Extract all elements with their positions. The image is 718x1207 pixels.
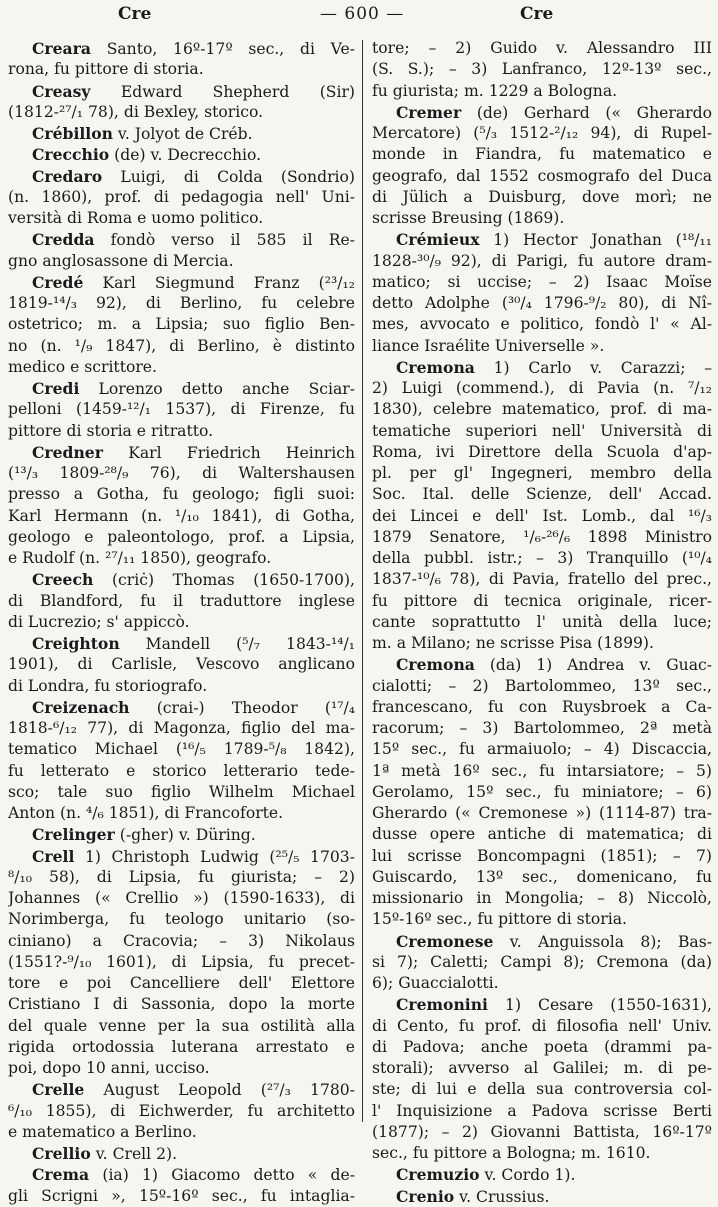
entry-headword: Creara [32,39,91,58]
entry-text: tore; – 2) Guido v. Alessandro III [372,39,712,57]
entry-text: 1828-³⁰/₉ 92), di Parigi, fu autore dram- [372,251,712,270]
entry-line [8,548,355,569]
entry-headword: Credi [32,379,80,398]
entry-line [8,251,355,272]
entry-headword: Creasy [32,81,91,101]
entry-text: 15º-16º sec., fu pittore di storia. [372,910,627,929]
entry-line [372,1143,712,1164]
entry-line [372,1016,712,1037]
entry-line [372,633,712,654]
entry-line [8,421,355,442]
entry-text: lui scrisse Boncompagni (1851); – 7) [372,846,712,865]
entry-line [8,399,355,420]
entry-text: ⁸/₁₀ 58), di Lipsia, fu giurista; – 2) [8,867,355,886]
entry-first-line [8,569,355,590]
entry-line [8,293,355,314]
entry-text: monde in Fiandra, fu matematico e [372,145,712,164]
entry-text: (1812-²⁷/₁ 78), di Bexley, storico. [8,102,264,121]
entry-text: 1) Hector Jonathan (¹⁸/₁₁ [479,231,712,250]
header-right-word: Cre [520,4,554,24]
entry-text: (ia) 1) Giacomo detto « de- [89,1166,355,1185]
entry-line [8,102,355,123]
entry-line [372,38,712,59]
entry-line [8,909,355,930]
entry-headword: Cremona [396,655,475,675]
entry-first-line [8,846,355,867]
entry-text: Guiscardo, 13º sec., domenicano, fu [372,867,712,886]
entry-line [8,676,355,697]
entry-text: 1830), celebre matematico, prof. di ma- [372,400,712,419]
entry-line [372,782,712,803]
entry-line [8,1058,355,1079]
entry-first-line [372,229,712,250]
entry-line [372,527,712,548]
entry-text: versità di Roma e uomo politico. [8,209,264,227]
entry-headword: Crecchio [32,145,110,165]
entry-line [8,484,355,505]
entry-headword: Credaro [32,166,103,186]
entry-text: m. a Milano; ne scrisse Pisa (1899). [372,634,654,652]
entry-line [8,1016,355,1037]
entry-text: 2) Luigi (commend.), di Pavia (n. ⁷/₁₂ [372,379,712,397]
entry-text: (1551?-⁹/₁₀ 1601), di Lipsia, fu precet- [8,952,355,971]
entry-text: 6); Guaccialotti. [372,974,499,992]
entry-text: 1901), di Carlisle, Vescovo anglicano [8,655,355,674]
entry-text: del quale venne per la sua ostilità alla [8,1016,355,1035]
entry-headword: Crenio [396,1186,455,1206]
entry-text: Mandell (⁵/₇ 1843-¹⁴/₁ [119,635,355,653]
entry-text: storali); avverso al Galilei; m. di pe- [372,1059,712,1077]
column-divider [362,40,363,1122]
entry-text: si 7); Caletti; Campi 8); Cremona (da) [372,952,712,971]
entry-first-line [372,994,712,1015]
left-column [8,38,355,1207]
entry-text: Cristiano I di Sassonia, dopo la morte [8,995,355,1014]
entry-line [372,888,712,909]
entry-text: rigida ortodossia luterana arrestato e [8,1037,355,1056]
entry-text: della pubbl. istr.; – 3) Tranquillo (¹⁰/₄ [372,549,712,567]
entry-first-line [8,442,355,463]
entry-text: Anton (n. ⁴/₆ 1851), di Francoforte. [8,804,284,822]
entry-text: medico e scrittore. [8,357,157,376]
entry-text: Norimberga, fu teologo unitario (so- [8,910,355,929]
entry-text: (de) v. Decrecchio. [109,146,262,165]
entry-text: v. Jolyot de Créb. [112,125,253,143]
entry-line [372,909,712,930]
entry-first-line [8,1143,355,1164]
entry-line [8,888,355,909]
entry-line [8,782,355,803]
entry-text: Santo, 16º-17º sec., di Ve- [90,40,355,58]
entry-line [8,654,355,675]
entry-line [372,59,712,80]
entry-text: detto Adolphe (³⁰/₄ 1796-⁹/₂ 80), di Nî- [372,294,712,312]
entry-first-line [372,931,712,952]
entry-line [372,1037,712,1058]
entry-line [372,1058,712,1079]
entry-headword: Credda [32,230,95,250]
entry-text: 1837-¹⁰/₆ 78), di Pavia, fratello del prec., [372,570,712,589]
entry-headword: Crelinger [32,825,115,845]
entry-line [8,1101,355,1122]
entry-line [8,208,355,229]
entry-line [372,81,712,102]
entry-line [372,718,712,739]
entry-headword: Crema [32,1165,90,1185]
entry-text: (de) Gerhard (« Gherardo [461,103,712,122]
entry-line [8,591,355,612]
entry-line [372,1122,712,1143]
entry-line [372,336,712,357]
entry-line [372,399,712,420]
entry-text: 1) Cesare (1550-1631), [487,996,712,1015]
entry-line [8,612,355,633]
entry-text: fu giurista; m. 1229 a Bologna. [372,81,618,100]
entry-line [372,548,712,569]
entry-line [8,527,355,548]
entry-text: sec., fu pittore a Bologna; m. 1610. [372,1144,651,1162]
entry-text: (crai-) Theodor (¹⁷/₄ [129,698,355,717]
entry-text: Karl Friedrich Heinrich [102,443,355,462]
page-header [0,0,718,30]
entry-text: matico; si uccise; – 2) Isaac Moïse [372,272,712,291]
entry-headword: Crellio [32,1144,91,1163]
entry-text: fondò verso il 585 il Re- [94,231,355,250]
entry-line [8,506,355,527]
entry-text: v. Crell 2). [90,1145,178,1163]
entry-text: fu letterato e storico letterario tede- [8,761,355,780]
entry-first-line [8,824,355,845]
entry-line [372,676,712,697]
entry-text: ciniano) a Cracovia; – 3) Nikolaus [8,931,355,950]
entry-first-line [372,1186,712,1207]
entry-text: l' Inquisizione a Padova scrisse Berti [372,1101,712,1120]
entry-first-line [8,633,355,654]
entry-first-line [8,38,355,59]
entry-line [372,251,712,272]
entry-text: 1879 Senatore, ¹/₆-²⁶/₆ 1898 Ministro [372,527,712,546]
entry-first-line [8,81,355,102]
entry-text: gno anglosassone di Mercia. [8,251,234,270]
entry-text: di Blandford, fu il traduttore inglese [8,591,355,610]
entry-text: di Lucrezio; s' appiccò. [8,612,190,631]
entry-line [8,718,355,739]
entry-line [8,336,355,357]
entry-line [372,187,712,208]
entry-text: cialotti; – 2) Bartolommeo, 13º sec., [372,676,712,695]
entry-line [372,569,712,590]
entry-first-line [372,357,712,378]
entry-line [8,867,355,888]
entry-line [372,612,712,633]
entry-text: scrisse Breusing (1869). [372,209,565,227]
entry-text: v. Crussius. [454,1187,550,1206]
entry-text: tore e poi Cancelliere dell' Elettore [8,974,355,992]
entry-text: Gherardo (« Cremonese ») (1114-87) tra- [372,804,712,822]
entry-text: gli Scrigni », 15º-16º sec., fu intaglia- [8,1186,355,1205]
entry-text: francescano, fu con Ruysbroek a Ca- [372,697,712,716]
entry-headword: Creech [32,570,94,590]
entry-line [372,272,712,293]
entry-text: dusse opere antiche di matematica; di [372,825,712,844]
entry-text: ste; di lui e della sua controversia col- [372,1080,712,1099]
entry-headword: Creizenach [32,697,130,717]
entry-line [8,739,355,760]
entry-line [372,739,712,760]
entry-headword: Cremuzio [396,1165,480,1185]
entry-text: Lorenzo detto anche Sciar- [79,380,355,398]
entry-text: ⁶/₁₀ 1855), di Eichwerder, fu architetto [8,1101,355,1120]
entry-text: di Padova; anche poeta (drammi pa- [372,1037,712,1056]
entry-headword: Cremonese [396,931,494,951]
entry-line [372,463,712,484]
entry-line [372,378,712,399]
entry-text: 1) Christoph Ludwig (²⁵/₅ 1703- [74,847,355,866]
entry-line [372,123,712,144]
entry-line [372,973,712,994]
entry-line [372,293,712,314]
entry-line [372,867,712,888]
entry-line [8,973,355,994]
entry-headword: Credner [32,442,103,462]
entry-text: mes, avvocato e politico, fondò l' « Al- [372,315,712,334]
entry-text: (-gher) v. Düring. [114,826,256,845]
entry-first-line [8,123,355,144]
entry-line [8,59,355,80]
entry-line [372,314,712,335]
entry-line [8,357,355,378]
entry-line [372,803,712,824]
entry-line [372,166,712,187]
entry-first-line [8,272,355,293]
entry-line [372,144,712,165]
entry-text: geografo, dal 1552 cosmografo del Duca [372,166,712,185]
entry-line [372,846,712,867]
entry-first-line [8,1079,355,1100]
entry-line [8,463,355,484]
entry-text: v. Anguissola 8); Bas- [493,932,712,951]
entry-headword: Crémieux [396,230,480,250]
entry-line [372,1101,712,1122]
entry-text: tematiche superiori nell' Università di [372,421,712,440]
entry-line [8,931,355,952]
entry-text: rona, fu pittore di storia. [8,60,204,79]
entry-first-line [8,697,355,718]
entry-headword: Cremonini [396,995,488,1015]
entry-line [8,1186,355,1207]
entry-text: (da) 1) Andrea v. Guac- [474,656,712,675]
entry-text: liance Israélite Universelle ». [372,336,605,355]
entry-line [8,1037,355,1058]
entry-first-line [8,1164,355,1185]
right-column [372,38,712,1207]
entry-line [372,442,712,463]
entry-line [372,208,712,229]
entry-text: geologo e paleontologo, prof. a Lipsia, [8,527,355,546]
entry-text: 1819-¹⁴/₃ 92), di Berlino, fu celebre [8,294,355,312]
entry-text: fu pittore di tecnica originale, ricer- [372,591,712,610]
entry-text: pittore di storia e ritratto. [8,421,214,440]
entry-line [372,952,712,973]
entry-text: di Londra, fu storiografo. [8,676,208,695]
entry-line [372,421,712,442]
entry-line [8,761,355,782]
entry-text: di Cento, fu prof. di filosofia nell' Univ. [372,1016,712,1035]
entry-text: 1818-⁶/₁₂ 77), di Magonza, figlio del ma- [8,719,355,737]
entry-line [372,697,712,718]
entry-text: (S. S.); – 3) Lanfranco, 12º-13º sec., [372,60,712,79]
entry-headword: Cremona [396,357,475,377]
entry-text: e Rudolf (n. ²⁷/₁₁ 1850), geografo. [8,549,272,567]
entry-line [8,952,355,973]
entry-headword: Crelle [32,1080,85,1100]
entry-text: sco; tale suo figlio Wilhelm Michael [8,782,355,801]
entry-headword: Creighton [32,634,120,653]
entry-line [372,591,712,612]
entry-text: v. Cordo 1). [479,1166,576,1185]
entry-text: 1ª metà 16º sec., fu intarsiatore; – 5) [372,761,712,780]
entry-text: poi, dopo 10 anni, ucciso. [8,1059,210,1077]
entry-line [8,803,355,824]
header-left-word: Cre [118,4,152,24]
entry-text: racorum; – 3) Bartolommeo, 2ª metà [372,719,712,737]
entry-text: Johannes (« Crellio ») (1590-1633), di [8,889,355,907]
entry-text: pl. per gl' Ingegneri, membro della [372,464,712,482]
entry-first-line [8,378,355,399]
entry-text: August Leopold (²⁷/₃ 1780- [84,1081,355,1100]
entry-text: (¹³/₃ 1809-²⁸/₉ 76), di Waltershausen [8,464,355,482]
entry-line [8,994,355,1015]
entry-text: ostetrico; m. a Lipsia; suo figlio Ben- [8,315,355,334]
entry-text: Gerolamo, 15º sec., fu miniatore; – 6) [372,782,712,801]
entry-line [372,761,712,782]
entry-first-line [8,166,355,187]
entry-text: pelloni (1459-¹²/₁ 1537), di Firenze, fu [8,400,355,419]
entry-text: Soc. Ital. delle Scienze, dell' Accad. [372,485,712,504]
entry-first-line [372,102,712,123]
entry-text: presso a Gotha, fu geologo; figli suoi: [8,485,355,504]
entry-first-line [8,144,355,165]
entry-line [8,314,355,335]
entry-text: (1877); – 2) Giovanni Battista, 16º-17º [372,1122,712,1141]
entry-text: Luigi, di Colda (Sondrio) [102,167,355,186]
entry-headword: Cremer [396,102,462,122]
entry-line [372,1079,712,1100]
entry-text: (n. 1860), prof. di pedagogia nell' Uni- [8,187,355,206]
entry-text: (criċ) Thomas (1650-1700), [93,571,355,590]
entry-first-line [8,229,355,250]
entry-line [8,1122,355,1143]
entry-text: e matematico a Berlino. [8,1122,197,1141]
entry-headword: Crébillon [32,124,113,143]
entry-headword: Credé [32,272,84,292]
entry-line [372,824,712,845]
entry-first-line [372,654,712,675]
entry-line [372,484,712,505]
entry-text: Edward Shepherd (Sir) [90,82,355,101]
entry-text: missionario in Mongolia; – 8) Niccolò, [372,889,712,907]
entry-first-line [372,1164,712,1185]
entry-headword: Crell [32,846,75,866]
entry-line [8,187,355,208]
entry-text: Roma, ivi Direttore della Scuola d'ap- [372,442,712,461]
entry-text: tematico Michael (¹⁶/₅ 1789-⁵/₈ 1842), [8,740,355,759]
entry-line [372,506,712,527]
entry-text: di Jülich a Duisburg, dove morì; ne [372,187,712,206]
entry-text: cante soprattutto l' unità della luce; [372,612,712,631]
entry-text: Mercatore) (⁵/₃ 1512-²/₁₂ 94), di Rupel- [372,124,712,142]
entry-text: Karl Hermann (n. ¹/₁₀ 1841), di Gotha, [8,506,355,525]
entry-text: Karl Siegmund Franz (²³/₁₂ [83,273,355,292]
entry-text: dei Lincei e dell' Ist. Lomb., dal ¹⁶/₃ [372,506,712,525]
page-number: — 600 — [320,4,405,24]
entry-text: 1) Carlo v. Carazzi; – [474,358,712,377]
entry-text: 15º sec., fu armaiuolo; – 4) Discaccia, [372,740,712,759]
entry-text: no (n. ¹/₉ 1847), di Berlino, è distinto [8,336,355,355]
